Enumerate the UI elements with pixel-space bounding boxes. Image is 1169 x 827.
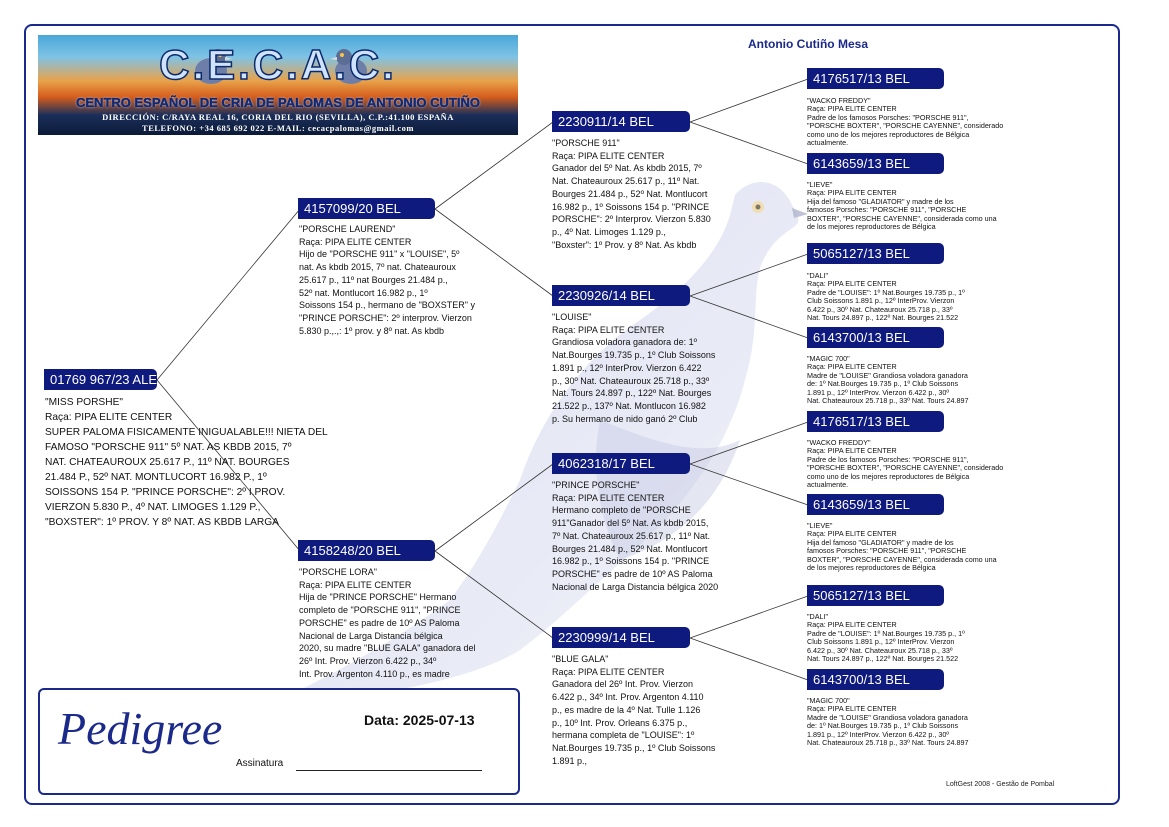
great-grandparent-description: "WACKO FREDDY" Raça: PIPA ELITE CENTER Padre de los famosos Porsches: "PORSCHE 911", "PORSCHE BOXTER", "PORSCHE CAYENNE", considerado como uno de los mejores reproductores de Bélgica actualmente.	[807, 96, 1004, 148]
grandparent-description: "PORSCHE 911" Raça: PIPA ELITE CENTER Ganador del 5º Nat. As kbdb 2015, 7º Nat. Chateauroux 25.617 p., 11º Nat. Bourges 21.484 p., 52º Nat. Montlucort 16.982 p., 1º Soissons 154 p. "PRINCE PORSCHE": 2º Interprov. Vierzon 5.830 p., 4º Nat. Limoges 1.129 p., "Boxster": 1º Prov. y 8º Nat. As kbdb	[552, 138, 711, 250]
dam-ring-badge[interactable]: 4158248/20 BEL	[298, 540, 435, 561]
header-banner	[38, 35, 518, 135]
grandparent-ring-badge[interactable]: 2230999/14 BEL	[552, 627, 690, 648]
connector-subject-sire	[157, 209, 300, 380]
connector-gp2-ggp3	[690, 254, 808, 296]
sire-description: "PORSCHE LAUREND" Raça: PIPA ELITE CENTER Hijo de "PORSCHE 911" x "LOUISE", 5º nat. As kbdb 2015, 7º nat. Chateauroux 25.617 p., 11º nat Bourges 21.484 p., 52º nat. Montlucort 16.982 p., 1º Soissons 154 p., hermano de "BOXSTER" y "PRINCE PORSCHE": 2º interprov. Vierzon 5.830 p.,.,: 1º prov. y 8º nat. As kbdb	[299, 224, 475, 336]
dam-description: "PORSCHE LORA" Raça: PIPA ELITE CENTER Hija de "PRINCE PORSCHE" Hermano completo de "PORSCHE 911", "PRINCE PORSCHE" es padre de 10º AS Paloma Nacional de Larga Distancia bélgica 2020, su madre "BLUE GALA" ganadora del 26º Int. Prov. Vierzon 6.422 p., 34º Int. Prov. Argenton 4.110 p., es madre	[299, 567, 476, 679]
banner-subtitle: CENTRO ESPAÑOL DE CRIA DE PALOMAS DE ANTONIO CUTIÑO	[76, 95, 480, 110]
great-grandparent-ring-badge[interactable]: 6143659/13 BEL	[807, 153, 944, 174]
pedigree-signature-box	[38, 688, 520, 795]
grandparent-ring-badge[interactable]: 2230911/14 BEL	[552, 111, 690, 132]
banner-address: DIRECCIÓN: C/RAYA REAL 16, CORIA DEL RIO (SEVILLA), C.P.:41.100 ESPAÑA	[102, 112, 454, 122]
great-grandparent-description: "LIEVE" Raça: PIPA ELITE CENTER Hija del famoso "GLADIATOR" y madre de los famosos Porsches: "PORSCHE 911", "PORSCHE BOXTER", "PORSCHE CAYENNE", considerada como una de los mejores reproductores de Bélgica	[807, 180, 997, 232]
great-grandparent-ring-badge[interactable]: 5065127/13 BEL	[807, 585, 944, 606]
great-grandparent-ring-badge[interactable]: 6143700/13 BEL	[807, 327, 944, 348]
great-grandparent-description: "MAGIC 700" Raça: PIPA ELITE CENTER Madre de "LOUISE" Grandiosa voladora ganadora de: 1º Nat.Bourges 19.735 p., 1º Club Soissons 1.891 p., 12º InterProv. Vierzon 6.422 p., 30º Nat. Chateauroux 25.718 p., 33º Nat. Tours 24.897	[807, 354, 969, 406]
connector-gp3-ggp5	[690, 422, 808, 464]
great-grandparent-description: "LIEVE" Raça: PIPA ELITE CENTER Hija del famoso "GLADIATOR" y madre de los famosos Porsches: "PORSCHE 911", "PORSCHE BOXTER", "PORSCHE CAYENNE", considerada como una de los mejores reproductores de Bélgica	[807, 521, 997, 573]
connector-gp4-ggp7	[690, 596, 808, 638]
banner-phone: TELEFONO: +34 685 692 022 E-MAIL: cecacpalomas@gmail.com	[142, 123, 414, 133]
footer-credit: LoftGest 2008 - Gestão de Pombal	[946, 781, 1055, 788]
signature-line[interactable]	[296, 770, 482, 771]
great-grandparent-ring-badge[interactable]: 4176517/13 BEL	[807, 411, 944, 432]
great-grandparent-ring-badge[interactable]: 4176517/13 BEL	[807, 68, 944, 89]
grandparent-description: "BLUE GALA" Raça: PIPA ELITE CENTER Ganadora del 26º Int. Prov. Vierzon 6.422 p., 34º Int. Prov. Argenton 4.110 p., es madre de la 4º Nat. Tulle 1.126 p., 10º Int. Prov. Orleans 6.375 p., hermana completa de "LOUISE": 1º Nat.Bourges 19.735 p., 1º Club Soissons 1.891 p.,	[552, 654, 716, 766]
subject-description: "MISS PORSHE" Raça: PIPA ELITE CENTER SUPER PALOMA FISICAMENTE INIGUALABLE!!! NIETA DEL FAMOSO "PORSCHE 911" 5º NAT. AS KBDB 2015, 7º NAT. CHATEAUROUX 25.617 P., 11º NAT. BOURGES 21.484 P., 52º NAT. MONTLUCORT 16.982 P., 1º SOISSONS 154 P. "PRINCE PORSCHE": 2º I.PROV. VIERZON 5.830 P., 4º NAT. LIMOGES 1.129 P., "BOXSTER": 1º PROV. Y 8º NAT. AS KBDB LARGA	[45, 397, 328, 528]
great-grandparent-description: "MAGIC 700" Raça: PIPA ELITE CENTER Madre de "LOUISE" Grandiosa voladora ganadora de: 1º Nat.Bourges 19.735 p., 1º Club Soissons 1.891 p., 12º InterProv. Vierzon 6.422 p., 30º Nat. Chateauroux 25.718 p., 33º Nat. Tours 24.897	[807, 696, 969, 748]
great-grandparent-description: "DALI" Raça: PIPA ELITE CENTER Padre de "LOUISE": 1º Nat.Bourges 19.735 p., 1º Club Soissons 1.891 p., 12º InterProv. Vierzon 6.422 p., 30º Nat. Chateauroux 25.718 p., 33º Nat. Tours 24.897 p., 122º Nat. Bourges 21.522	[807, 612, 965, 664]
great-grandparent-ring-badge[interactable]: 6143659/13 BEL	[807, 494, 944, 515]
connector-gp1-ggp1	[690, 79, 808, 122]
great-grandparent-description: "DALI" Raça: PIPA ELITE CENTER Padre de "LOUISE": 1º Nat.Bourges 19.735 p., 1º Club Soissons 1.891 p., 12º InterProv. Vierzon 6.422 p., 30º Nat. Chateauroux 25.718 p., 33º Nat. Tours 24.897 p., 122º Nat. Bourges 21.522	[807, 271, 965, 323]
grandparent-description: "PRINCE PORSCHE" Raça: PIPA ELITE CENTER Hermano completo de "PORSCHE 911"Ganador del 5º Nat. As kbdb 2015, 7º Nat. Chateauroux 25.617 p., 11º Nat. Bourges 21.484 p., 52º Nat. Montlucort 16.982 p., 1º Soissons 154 p. "PRINCE PORSCHE" es padre de 10º AS Paloma Nacional de Larga Distancia bélgica 2020	[552, 480, 719, 592]
great-grandparent-description: "WACKO FREDDY" Raça: PIPA ELITE CENTER Padre de los famosos Porsches: "PORSCHE 911", "PORSCHE BOXTER", "PORSCHE CAYENNE", considerado como uno de los mejores reproductores de Bélgica actualmente.	[807, 438, 1004, 490]
connector-dam-gp3	[435, 464, 553, 551]
grandparent-ring-badge[interactable]: 4062318/17 BEL	[552, 453, 690, 474]
subject-ring-badge[interactable]: 01769 967/23 ALE	[44, 369, 157, 390]
signature-label: Assinatura	[236, 758, 284, 769]
great-grandparent-ring-badge[interactable]: 6143700/13 BEL	[807, 669, 944, 690]
banner-title: C.E.C.A.C.	[159, 41, 397, 88]
pedigree-date: Data: 2025-07-13	[364, 712, 475, 728]
grandparent-ring-badge[interactable]: 2230926/14 BEL	[552, 285, 690, 306]
grandparent-description: "LOUISE" Raça: PIPA ELITE CENTER Grandiosa voladora ganadora de: 1º Nat.Bourges 19.735 p., 1º Club Soissons 1.891 p., 12º InterProv. Vierzon 6.422 p., 30º Nat. Chateauroux 25.718 p., 33º Nat. Tours 24.897 p., 122º Nat. Bourges 21.522 p., 137º Nat. Montlucon 16.982 p. Su hermano de nido ganó 2º Club	[552, 312, 716, 424]
connector-sire-gp1	[435, 122, 553, 209]
sire-ring-badge[interactable]: 4157099/20 BEL	[298, 198, 435, 219]
owner-name: Antonio Cutiño Mesa	[748, 37, 868, 51]
great-grandparent-ring-badge[interactable]: 5065127/13 BEL	[807, 243, 944, 264]
pedigree-logo-text: Pedigree	[58, 703, 223, 754]
